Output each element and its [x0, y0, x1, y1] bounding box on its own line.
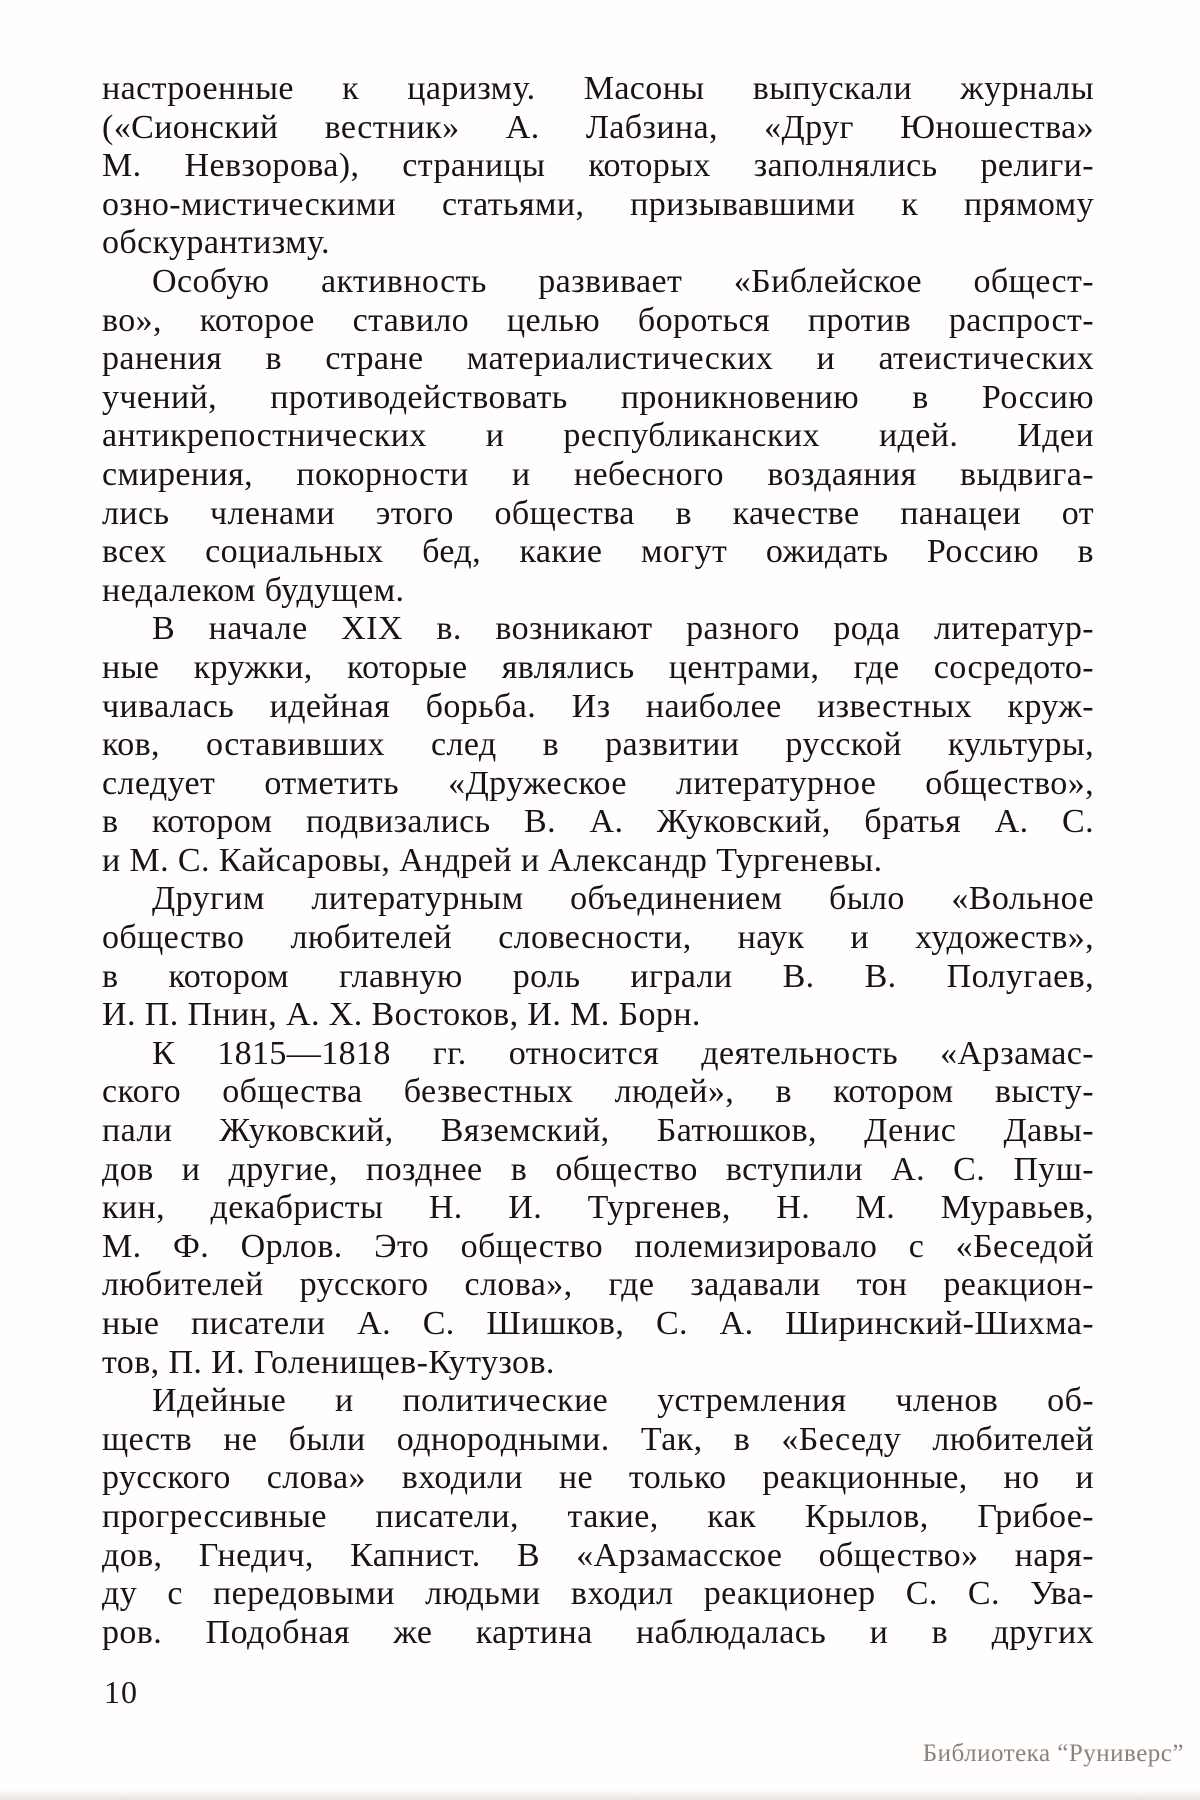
text-line: К 1815—1818 гг. относится деятельность «Арзамас- [152, 1034, 1094, 1072]
library-watermark: Библиотека “Руниверс” [922, 1740, 1184, 1767]
text-line: Идейные и политические устремления членов об- [152, 1382, 1094, 1420]
text-line: учений, противодействовать проникновению в Россию [102, 378, 1094, 416]
text-line: во», которое ставило целью бороться против распрост- [102, 301, 1094, 339]
text-line: дов, Гнедич, Капнист. В «Арзамасское общество» наря- [102, 1536, 1094, 1574]
text-line: тов, П. И. Голенищев-Кутузов. [102, 1343, 555, 1381]
text-line: ные кружки, которые являлись центрами, где сосредото- [102, 648, 1094, 686]
text-line: ского общества безвестных людей», в котором высту- [102, 1073, 1094, 1111]
text-line: М. Невзорова), страницы которых заполнялись религи- [102, 147, 1094, 185]
paragraph [102, 610, 1094, 880]
scan-bottom-edge [0, 1790, 1200, 1800]
text-line: М. Ф. Орлов. Это общество полемизировало с «Беседой [102, 1227, 1094, 1265]
text-line: всех социальных бед, какие могут ожидать Россию в [102, 533, 1094, 571]
text-line: пали Жуковский, Вяземский, Батюшков, Денис Давы- [102, 1112, 1094, 1150]
text-line: ду с передовыми людьми входил реакционер С. С. Ува- [102, 1575, 1094, 1613]
text-line: в котором главную роль играли В. В. Полугаев, [102, 957, 1094, 995]
paragraph [102, 1035, 1094, 1382]
paragraph [102, 880, 1094, 1034]
text-line: озно-мистическими статьями, призывавшими к прямому [102, 185, 1094, 223]
text-line: русского слова» входили не только реакционные, но и [102, 1459, 1094, 1497]
text-line: общество любителей словесности, наук и художеств», [102, 919, 1094, 957]
text-line: антикрепостнических и республиканских идей. Идеи [102, 417, 1094, 455]
text-line: чивалась идейная борьба. Из наиболее известных круж- [102, 687, 1094, 725]
text-line: в котором подвизались В. А. Жуковский, братья А. С. [102, 803, 1094, 841]
text-line: И. П. Пнин, А. Х. Востоков, И. М. Борн. [102, 996, 701, 1034]
text-line: ществ не были однородными. Так, в «Беседу любителей [102, 1420, 1094, 1458]
paragraph [102, 1382, 1094, 1652]
paragraph [102, 70, 1094, 263]
text-line: дов и другие, позднее в общество вступили А. С. Пуш- [102, 1150, 1094, 1188]
text-line: любителей русского слова», где задавали тон реакцион- [102, 1266, 1094, 1304]
text-line: лись членами этого общества в качестве панацеи от [102, 494, 1094, 532]
text-line: настроенные к царизму. Масоны выпускали журналы [102, 70, 1094, 107]
text-line: В начале XIX в. возникают разного рода литератур- [152, 610, 1094, 648]
text-line: прогрессивные писатели, такие, как Крылов, Грибое- [102, 1497, 1094, 1535]
text-line: Другим литературным объединением было «Вольное [152, 880, 1094, 918]
text-line: ков, оставивших след в развитии русской культуры, [102, 726, 1094, 764]
text-line: и М. С. Кайсаровы, Андрей и Александр Тургеневы. [102, 841, 883, 879]
page-number: 10 [104, 1674, 138, 1710]
text-line: обскурантизму. [102, 224, 330, 262]
text-line: недалеком будущем. [102, 571, 405, 609]
text-line: ранения в стране материалистических и атеистических [102, 340, 1094, 378]
text-line: ные писатели А. С. Шишков, С. А. Ширинский-Шихма- [102, 1305, 1094, 1342]
text-line: следует отметить «Дружеское литературное общество», [102, 764, 1094, 802]
text-line: ров. Подобная же картина наблюдалась и в других [102, 1613, 1094, 1651]
text-line: кин, декабристы Н. И. Тургенев, Н. М. Муравьев, [102, 1189, 1094, 1227]
text-line: Особую активность развивает «Библейское общест- [152, 262, 1094, 300]
text-column [102, 70, 1094, 1652]
text-line: смирения, покорности и небесного воздаяния выдвига- [102, 455, 1094, 493]
paragraph [102, 263, 1094, 610]
text-line: («Сионский вестник» А. Лабзина, «Друг Юношества» [102, 108, 1094, 146]
